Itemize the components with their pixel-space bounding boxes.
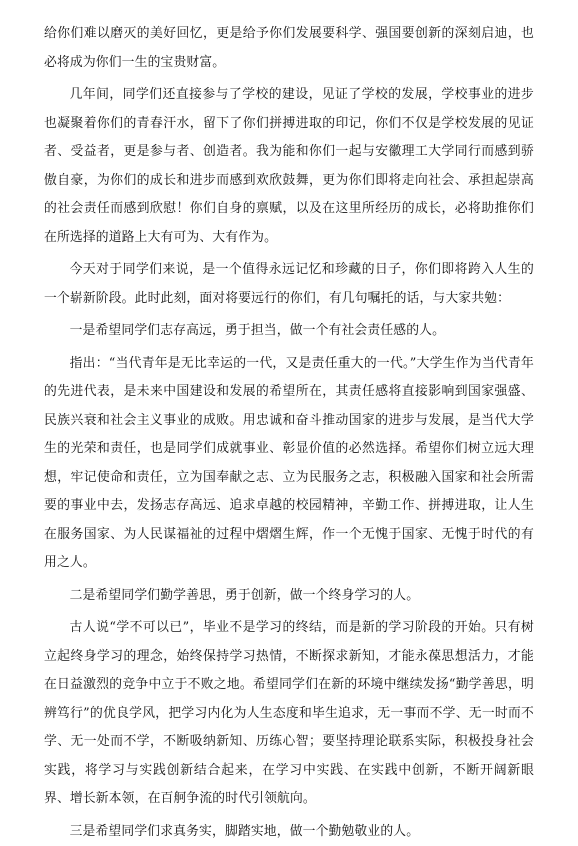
paragraph-point-two: 二是希望同学们勤学善思，勇于创新，做一个终身学习的人。 (44, 582, 534, 611)
paragraph-responsibility: 指出：“当代青年是无比幸运的一代，又是责任重大的一代。”大学生作为当代青年的先进代表，是未来中国建设和发展的希望所在，其责任感将直接影响到国家强盛、民族兴衰和社会主义事业的成败。用忠诚和奋斗推动国家的进步与发展，是当代大学生的光荣和责任，也是同学们成就事业、彰显价值的必然选择。希望你们树立远大理想，牢记使命和责任，立为国奉献之志、立为民服务之志，积极融入国家和社会所需要的事业中去，发扬志存高远、追求卓越的校园精神，辛勤工作、拼搏进取，让人生在服务国家、为人民谋福祉的过程中熠熠生辉，作一个无愧于国家、无愧于时代的有用之人。 (44, 350, 534, 578)
paragraph-lifelong-learning: 古人说“学不可以已”，毕业不是学习的终结，而是新的学习阶段的开始。只有树立起终身学习的理念，始终保持学习热情，不断探求新知，才能永葆思想活力，才能在日益激烈的竞争中立于不败之地。希望同学们在新的环境中继续发扬“勤学善思，明辨笃行”的优良学风，把学习内化为人生态度和毕生追求，无一事而不学、无一时而不学、无一处而不学，不断吸纳新知、历练心智；要坚持理论联系实际，积极投身社会实践，将学习与实践创新结合起来，在学习中实践、在实践中创新，不断开阔新眼界、增长新本领，在百舸争流的时代引领航向。 (44, 614, 534, 814)
paragraph-point-three: 三是希望同学们求真务实，脚踏实地，做一个勤勉敬业的人。 (44, 818, 534, 846)
paragraph-continued: 给你们难以磨灭的美好回忆，更是给予你们发展要科学、强国要创新的深刻启迪，也必将成为你们一生的宝贵财富。 (44, 20, 534, 77)
paragraph-school-growth: 几年间，同学们还直接参与了学校的建设，见证了学校的发展，学校事业的进步也凝聚着你们的青春汗水，留下了你们拼搏进取的印记，你们不仅是学校发展的见证者、受益者，更是参与者、创造者。我为能和你们一起与安徽理工大学同行而感到骄傲自豪，为你们的成长和进步而感到欢欣鼓舞，更为你们即将走向社会、承担起崇高的社会责任而感到欣慰！你们自身的禀赋，以及在这里所经历的成长，必将助推你们在所选择的道路上大有可为、大有作为。 (44, 81, 534, 252)
paragraph-point-one: 一是希望同学们志存高远，勇于担当，做一个有社会责任感的人。 (44, 317, 534, 346)
paragraph-today: 今天对于同学们来说，是一个值得永远记忆和珍藏的日子，你们即将跨入人生的一个崭新阶段。此时此刻，面对将要远行的你们，有几句嘱托的话，与大家共勉： (44, 256, 534, 313)
